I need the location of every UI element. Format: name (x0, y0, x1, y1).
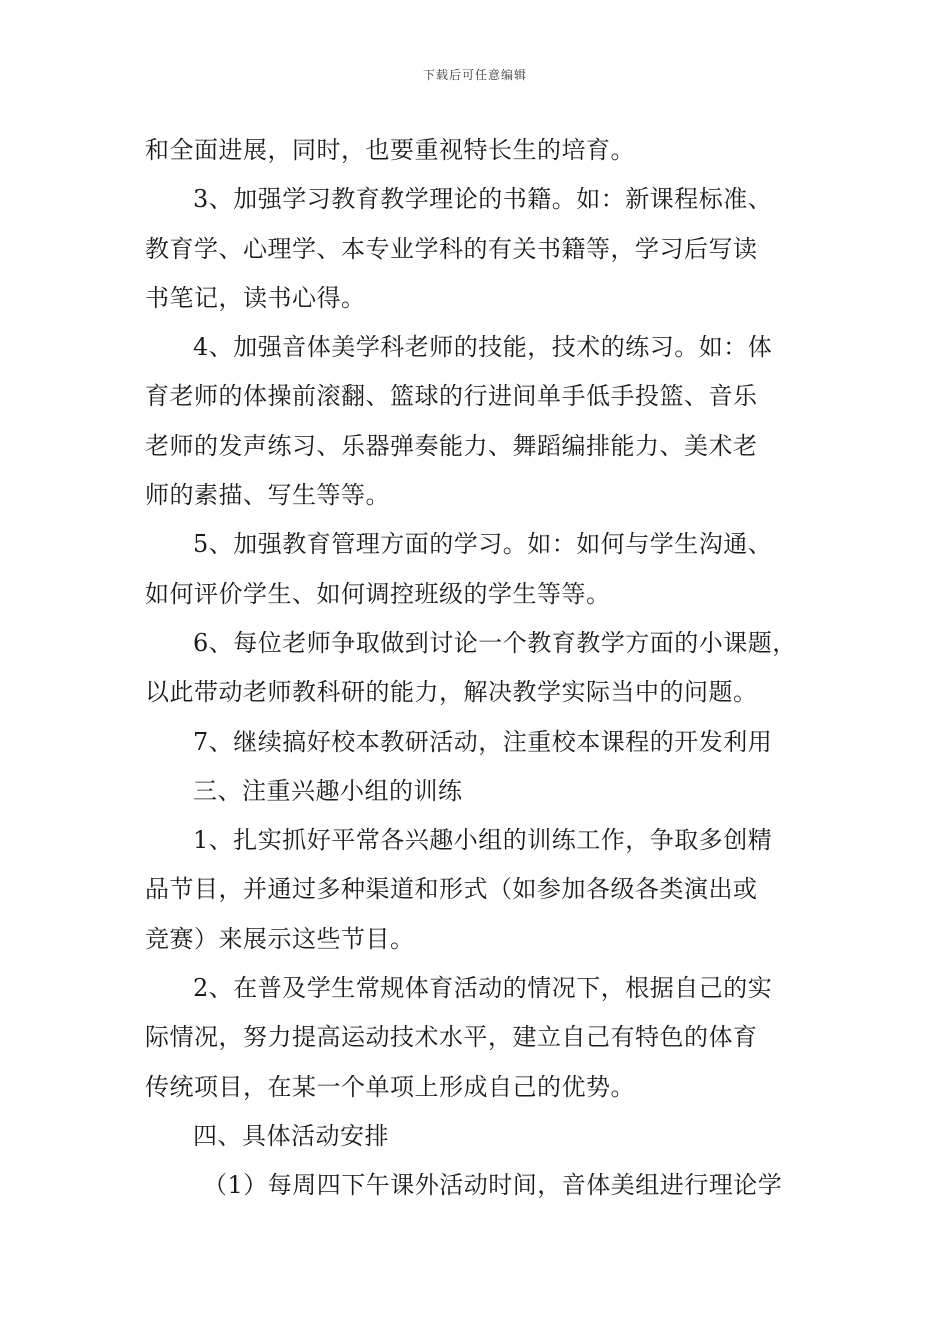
text-line: 传统项目，在某一个单项上形成自己的优势。 (145, 1072, 635, 1101)
text-line: 书笔记，读书心得。 (145, 283, 366, 312)
text-line: 5、加强教育管理方面的学习。如：如何与学生沟通、 (193, 530, 773, 559)
section-heading: 四、具体活动安排 (193, 1121, 389, 1150)
text-line: 竞赛）来展示这些节目。 (145, 924, 415, 953)
page-header: 下载后可任意编辑 (422, 68, 527, 82)
text-line: 6、每位老师争取做到讨论一个教育教学方面的小课题， (193, 628, 797, 657)
text-line: 品节目，并通过多种渠道和形式（如参加各级各类演出或 (145, 875, 758, 904)
text-line: 育老师的体操前滚翻、篮球的行进间单手低手投篮、音乐 (145, 382, 758, 411)
text-line: 4、加强音体美学科老师的技能，技术的练习。如：体 (193, 333, 773, 362)
text-line: 以此带动老师教科研的能力，解决教学实际当中的问题。 (145, 678, 758, 707)
text-line: 际情况，努力提高运动技术水平，建立自己有特色的体育 (145, 1023, 758, 1052)
text-line: 如何评价学生、如何调控班级的学生等等。 (145, 579, 611, 608)
document-body (145, 126, 810, 1211)
text-line: 老师的发声练习、乐器弹奏能力、舞蹈编排能力、美术老 (145, 431, 758, 460)
section-heading: 三、注重兴趣小组的训练 (193, 776, 463, 805)
text-line: 1、扎实抓好平常各兴趣小组的训练工作，争取多创精 (193, 826, 773, 855)
text-line: 和全面进展，同时，也要重视特长生的培育。 (145, 136, 635, 164)
text-line: 教育学、心理学、本专业学科的有关书籍等，学习后写读 (145, 234, 758, 263)
text-line: 师的素描、写生等等。 (145, 481, 390, 510)
text-line: 7、继续搞好校本教研活动，注重校本课程的开发利用 (193, 727, 773, 756)
text-line: 3、加强学习教育教学理论的书籍。如：新课程标准、 (193, 185, 773, 214)
text-line: （1）每周四下午课外活动时间，音体美组进行理论学 (203, 1171, 783, 1200)
text-line: 2、在普及学生常规体育活动的情况下，根据自己的实 (193, 974, 773, 1003)
